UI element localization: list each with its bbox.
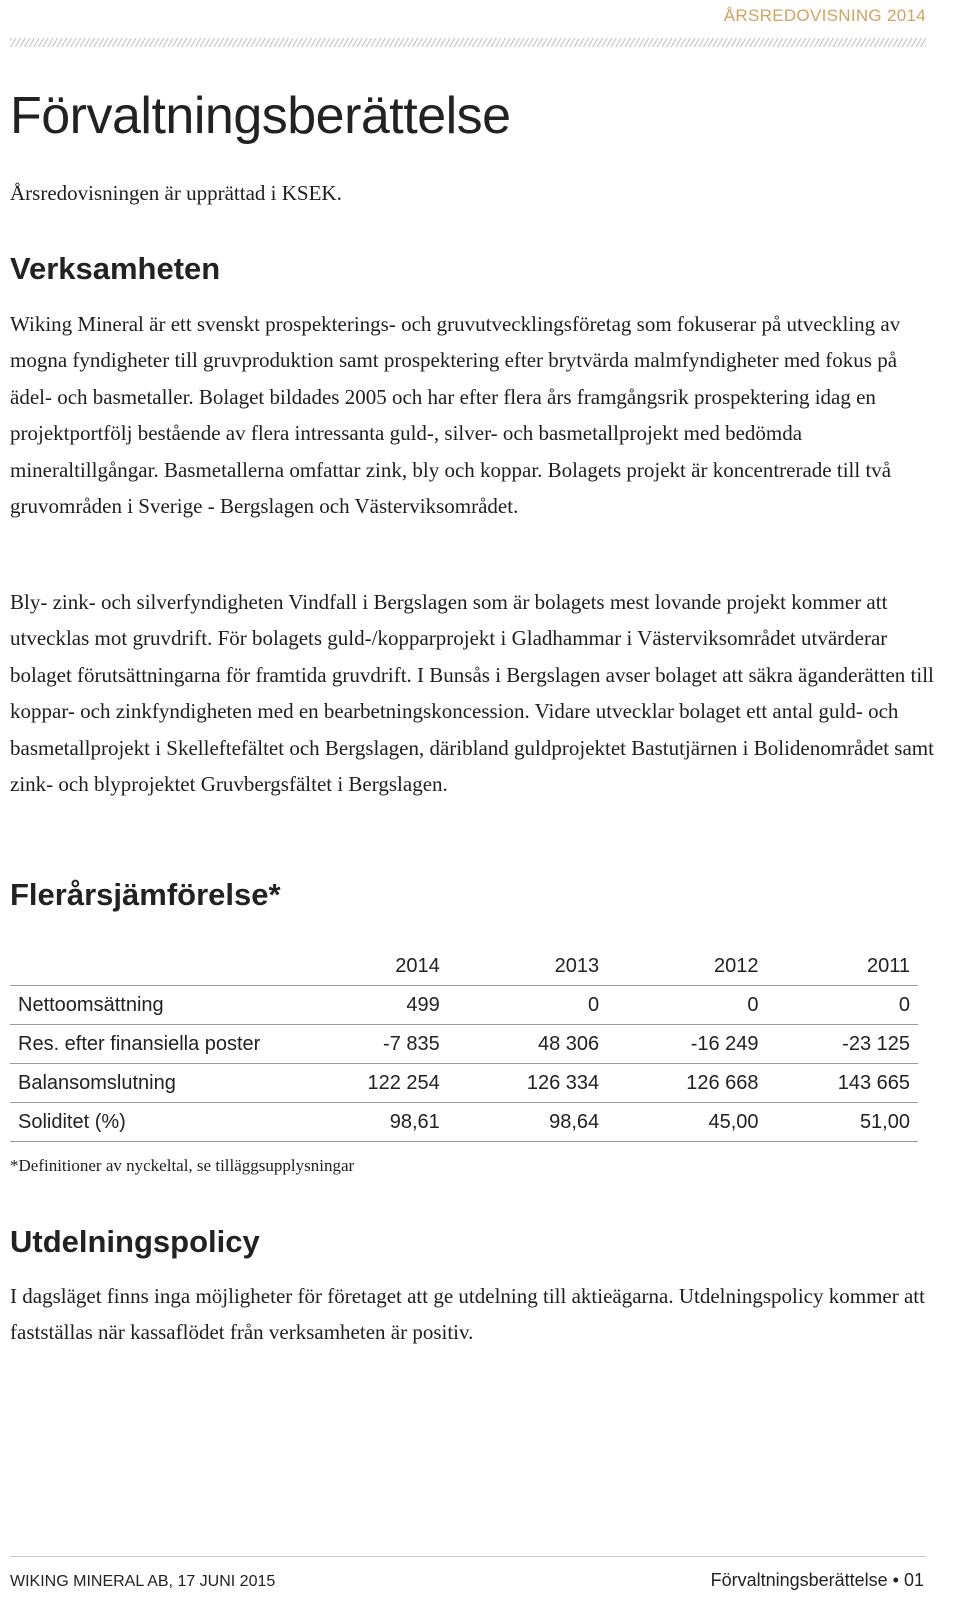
table-header-empty [10, 947, 280, 986]
table-cell: 98,61 [280, 1103, 439, 1142]
column-header: 2013 [440, 947, 599, 986]
table-cell: 126 668 [599, 1064, 758, 1103]
verksamheten-paragraph-2: Bly- zink- och silverfyndigheten Vindfall i Bergslagen som är bolagets mest lovande projekt kommer att utvecklas mot gruvdrift. För bolagets guld-/kopparprojekt i Gladhammar i Västerviksområdet utvärderar bolaget förutsättningarna för framtida gruvdrift. I Bunsås i Bergslagen avser bolaget att säkra äganderätten till koppar- och zinkfyndigheten med en bearbetningskoncession. Vidare utvecklar bolaget ett antal guld- och basmetallprojekt i Skelleftefältet och Bergslagen, däribland guldprojektet Bastutjärnen i Bolidenområdet samt zink- och blyprojektet Gruvbergsfältet i Bergslagen. [10, 590, 934, 797]
footer-page-label: Förvaltningsberättelse • 01 [710, 1570, 924, 1590]
table-cell: 122 254 [280, 1064, 439, 1103]
row-label: Nettoomsättning [10, 986, 280, 1025]
table-cell: 45,00 [599, 1103, 758, 1142]
report-label: ÅRSREDOVISNING 2014 [723, 6, 926, 25]
table-cell: 0 [599, 986, 758, 1025]
verksamheten-paragraph-1: Wiking Mineral är ett svenskt prospekterings- och gruvutvecklingsföretag som fokuserar på utveckling av mogna fyndigheter till gruvproduktion samt prospektering efter brytvärda malmfyndigheter med fokus på ädel- och basmetaller. Bolaget bildades 2005 och har efter flera års framgångsrik prospektering idag en projektportfölj bestående av flera intressanta guld-, silver- och basmetallprojekt med bedömda mineraltillgångar. Basmetallerna omfattar zink, bly och koppar. Bolagets projekt är koncentrerade till två gruvområden i Sverige - Bergslagen och Västerviksområdet. [10, 312, 901, 519]
table-row [10, 986, 918, 1025]
table-cell: 48 306 [440, 1025, 599, 1064]
table-row [10, 1103, 918, 1142]
comparison-table [10, 947, 918, 1142]
table-cell: -16 249 [599, 1025, 758, 1064]
table-cell: 499 [280, 986, 439, 1025]
page-title: Förvaltningsberättelse [10, 87, 511, 145]
section-heading-comparison: Flerårsjämförelse* [10, 877, 281, 912]
table-footnote: *Definitioner av nyckeltal, se tilläggsupplysningar [10, 1156, 355, 1175]
footer-company-date: WIKING MINERAL AB, 17 JUNI 2015 [10, 1573, 276, 1590]
row-label: Soliditet (%) [10, 1103, 280, 1142]
section-heading-verksamheten: Verksamheten [10, 251, 221, 286]
table-cell: -7 835 [280, 1025, 439, 1064]
header-hatch-divider [10, 38, 926, 47]
table-cell: 0 [759, 986, 918, 1025]
table-row [10, 1064, 918, 1103]
column-header: 2012 [599, 947, 758, 986]
table-cell: 143 665 [759, 1064, 918, 1103]
section-heading-utdelningspolicy: Utdelningspolicy [10, 1224, 260, 1259]
table-cell: 51,00 [759, 1103, 918, 1142]
table-cell: 126 334 [440, 1064, 599, 1103]
utdelningspolicy-text: I dagsläget finns inga möjligheter för företaget att ge utdelning till aktieägarna. Utdelningspolicy kommer att fastställas när kassaflödet från verksamheten är positiv. [10, 1284, 925, 1345]
row-label: Balansomslutning [10, 1064, 280, 1103]
table-cell: 98,64 [440, 1103, 599, 1142]
table-header-row [10, 947, 918, 986]
footer-divider [10, 1556, 926, 1557]
table-cell: -23 125 [759, 1025, 918, 1064]
row-label: Res. efter finansiella poster [10, 1025, 280, 1064]
column-header: 2011 [759, 947, 918, 986]
table-row [10, 1025, 918, 1064]
table-cell: 0 [440, 986, 599, 1025]
column-header: 2014 [280, 947, 439, 986]
intro-text: Årsredovisningen är upprättad i KSEK. [10, 181, 342, 205]
